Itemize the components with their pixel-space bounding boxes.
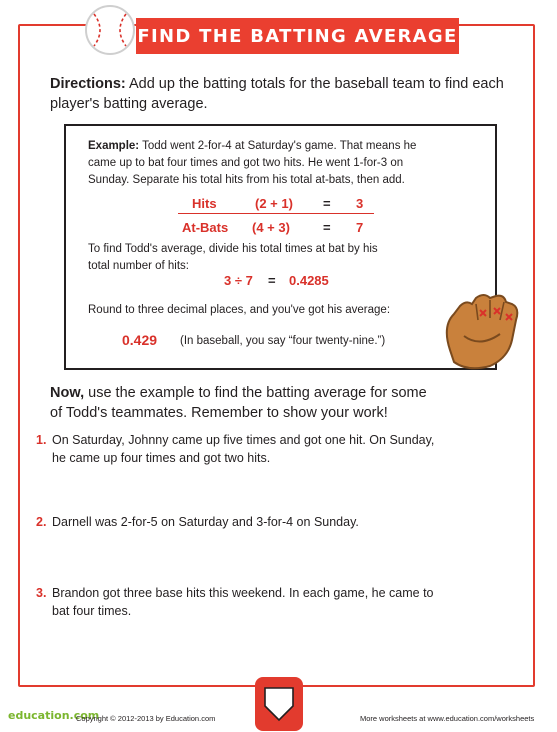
question-2 xyxy=(36,513,476,531)
atbats-value: 7 xyxy=(356,220,364,235)
hits-expression: (2 + 1) xyxy=(255,196,293,211)
atbats-label: At-Bats xyxy=(182,220,229,235)
example-label: Example: xyxy=(88,140,140,152)
divide-line-1: To find Todd's average, divide his total times at bat by his xyxy=(88,243,378,255)
hits-label: Hits xyxy=(192,196,217,211)
calc-left: 3 ÷ 7 xyxy=(224,273,253,288)
round-text: Round to three decimal places, and you've got his average: xyxy=(88,304,391,316)
directions xyxy=(50,74,520,114)
now-line-2: of Todd's teammates. Remember to show your work! xyxy=(50,405,388,421)
question-text: On Saturday, Johnny came up five times and got one hit. On Sunday, xyxy=(52,433,435,447)
atbats-expression: (4 + 3) xyxy=(252,220,290,235)
fraction-line xyxy=(178,213,374,214)
directions-label: Directions: xyxy=(50,76,126,92)
calc-result: 0.4285 xyxy=(289,273,329,288)
example-intro xyxy=(88,138,483,189)
example-line-3: Sunday. Separate his total hits from his total at-bats, then add. xyxy=(88,174,405,186)
question-text-cont: he came up four times and got two hits. xyxy=(52,451,271,465)
more-worksheets-link[interactable]: More worksheets at www.education.com/worksheets xyxy=(360,714,535,723)
question-3 xyxy=(36,584,476,620)
question-number: 3. xyxy=(36,586,47,600)
home-plate-icon xyxy=(254,676,304,732)
page-title: FIND THE BATTING AVERAGE xyxy=(136,18,459,54)
baseball-glove-icon xyxy=(440,292,524,372)
question-text: Darnell was 2-for-5 on Saturday and 3-for-4 on Sunday. xyxy=(52,515,359,529)
atbats-equals: = xyxy=(323,220,331,235)
baseball-icon xyxy=(84,4,136,56)
now-label: Now, xyxy=(50,385,85,401)
directions-text: Add up the batting totals for the baseball team to find each player's batting average. xyxy=(50,76,504,112)
hits-equals: = xyxy=(323,196,331,211)
now-line-1: use the example to find the batting average for some xyxy=(84,385,427,401)
now-instructions xyxy=(50,383,520,423)
question-text-cont: bat four times. xyxy=(52,604,132,618)
education-logo: education.com xyxy=(8,709,100,722)
hits-value: 3 xyxy=(356,196,364,211)
average-value: 0.429 xyxy=(122,332,158,348)
divide-instructions xyxy=(88,241,483,275)
example-line-1: Todd went 2-for-4 at Saturday's game. That means he xyxy=(139,140,417,152)
question-number: 2. xyxy=(36,515,47,529)
example-line-2: came up to bat four times and got two hits. He went 1-for-3 on xyxy=(88,157,404,169)
question-text: Brandon got three base hits this weekend. In each game, he came to xyxy=(52,586,434,600)
divide-line-2: total number of hits: xyxy=(88,260,189,272)
question-number: 1. xyxy=(36,433,47,447)
calc-equals: = xyxy=(268,273,276,288)
copyright: Copyright © 2012-2013 by Education.com xyxy=(76,714,216,723)
question-1 xyxy=(36,431,476,467)
average-note: (In baseball, you say “four twenty-nine.”) xyxy=(180,335,386,347)
